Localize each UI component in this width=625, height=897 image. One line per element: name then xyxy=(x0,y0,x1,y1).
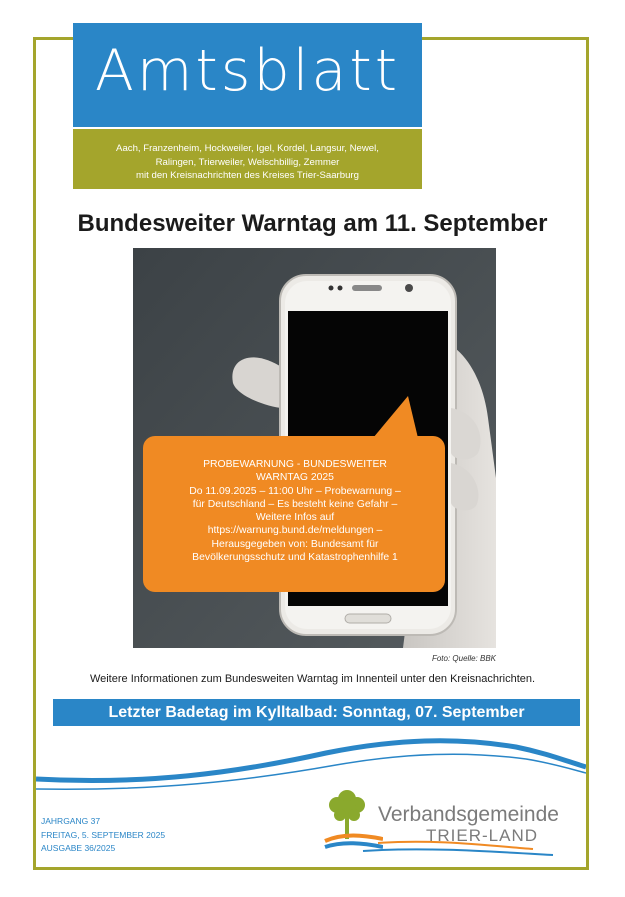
issue-volume: JAHRGANG 37 xyxy=(41,816,101,826)
municipalities-line: mit den Kreisnachrichten des Kreises Trier-Saarburg xyxy=(136,170,359,181)
decorative-waves xyxy=(36,733,586,793)
logo-text: Verbandsgemeinde xyxy=(378,803,559,826)
info-text: Weitere Informationen zum Bundesweiten Warntag im Innenteil unter den Kreisnachrichten. xyxy=(89,673,536,685)
issue-date: FREITAG, 5. SEPTEMBER 2025 xyxy=(41,829,166,840)
announcement-banner: Letzter Badetag im Kylltalbad: Sonntag, 07. September xyxy=(53,699,580,726)
issue-info xyxy=(41,815,165,856)
photo-caption: Foto: Quelle: BBK xyxy=(431,654,496,663)
warning-line: für Deutschland – Es besteht keine Gefahr – xyxy=(192,498,398,510)
issue-number: AUSGABE 36/2025 xyxy=(41,843,116,853)
warning-line: https://warnung.bund.de/meldungen – xyxy=(207,525,383,537)
masthead xyxy=(73,23,422,127)
municipalities-box xyxy=(73,129,422,189)
verbandsgemeinde-logo xyxy=(323,785,573,855)
logo-subtext: TRIER-LAND xyxy=(426,826,539,845)
warning-line: Do 11.09.2025 – 11:00 Uhr – Probewarnung – xyxy=(189,485,401,497)
warning-line: WARNTAG 2025 xyxy=(256,472,334,484)
headline: Bundesweiter Warntag am 11. September xyxy=(77,210,548,237)
municipalities-line: Aach, Franzenheim, Hockweiler, Igel, Kordel, Langsur, Newel, xyxy=(116,143,379,154)
masthead-title: Amtsblatt xyxy=(94,38,401,104)
warning-line: Weitere Infos auf xyxy=(255,512,335,524)
municipalities-line: Ralingen, Trierweiler, Welschbillig, Zemmer xyxy=(155,156,340,168)
logo-waves xyxy=(323,837,573,857)
warning-line: Herausgegeben von: Bundesamt für xyxy=(211,538,379,550)
warning-message xyxy=(155,458,435,564)
smartphone-photo xyxy=(133,248,496,648)
warning-line: Bevölkerungsschutz und Katastrophenhilfe 1 xyxy=(192,552,398,564)
warning-line: PROBEWARNUNG - BUNDESWEITER xyxy=(203,459,387,470)
